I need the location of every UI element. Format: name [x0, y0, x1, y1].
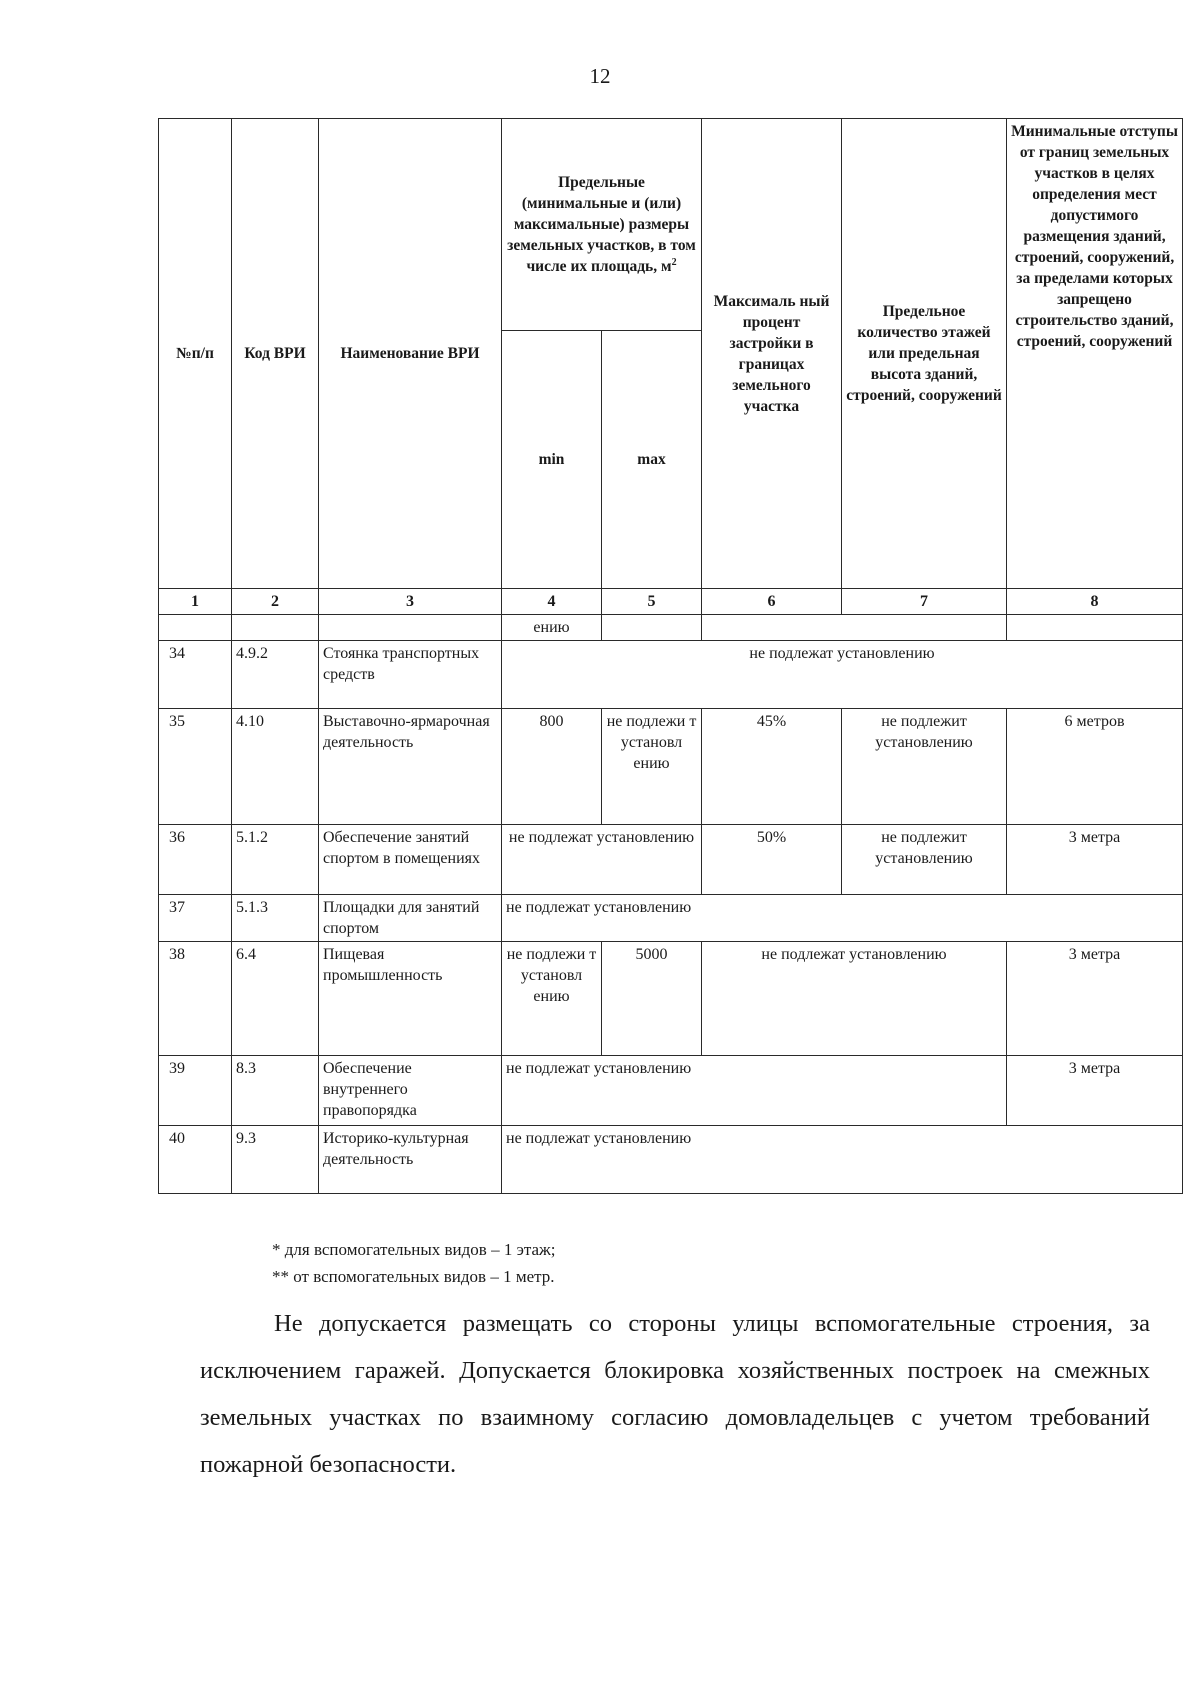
row-code: 8.3: [232, 1056, 319, 1126]
page-number: 12: [589, 64, 611, 88]
column-number: 1: [159, 589, 232, 615]
footnotes: [272, 1236, 556, 1290]
header-setbacks: Минимальные отступы от границ земельных участков в целях определения мест допустимого размещения зданий, строений, сооружений, за пределами которых запрещено строительство зданий, строений, сооружений: [1007, 119, 1183, 589]
body-paragraph: Не допускается размещать со стороны улицы вспомогательные строения, за исключением гаражей. Допускается блокировка хозяйственных построек на смежных земельных участках по взаимному согласию домовладельцев с учетом требований пожарной безопасности.: [200, 1310, 1150, 1478]
table-row: [159, 942, 1183, 1056]
row-name: Стоянка транспортных средств: [319, 641, 502, 709]
header-min: min: [502, 331, 602, 589]
row-merged: не подлежат установлению: [502, 895, 1183, 942]
header-percent: Максималь ный процент застройки в границах земельного участка: [702, 119, 842, 589]
row-name: Обеспечение занятий спортом в помещениях: [319, 825, 502, 895]
row-merged: не подлежат установлению: [502, 1126, 1183, 1194]
row-code: 5.1.3: [232, 895, 319, 942]
row-minmax: не подлежат установлению: [502, 825, 702, 895]
row-num: 36: [159, 825, 232, 895]
table-row: [159, 1056, 1183, 1126]
table-row: [159, 825, 1183, 895]
row-code: 9.3: [232, 1126, 319, 1194]
column-numbers-row: [159, 589, 1183, 615]
row-name: Историко-культурная деятельность: [319, 1126, 502, 1194]
footnote: * для вспомогательных видов – 1 этаж;: [272, 1240, 556, 1259]
table-row: [159, 1126, 1183, 1194]
row-setback: 3 метра: [1007, 1056, 1183, 1126]
row-merged: не подлежат установлению: [502, 1056, 1007, 1126]
row-setback: 3 метра: [1007, 825, 1183, 895]
row-name: Площадки для занятий спортом: [319, 895, 502, 942]
table-row: [159, 895, 1183, 942]
row-min: 800: [502, 709, 602, 825]
row-floors: не подлежит установлению: [842, 825, 1007, 895]
header-sizes: [502, 119, 702, 331]
row-percent: 50%: [702, 825, 842, 895]
column-number: 6: [702, 589, 842, 615]
column-number: 7: [842, 589, 1007, 615]
row-percent: 45%: [702, 709, 842, 825]
row-name: Пищевая промышленность: [319, 942, 502, 1056]
continuation-row: [159, 615, 1183, 641]
row-name: Выставочно-ярмарочная деятельность: [319, 709, 502, 825]
header-sizes-unit: 2: [671, 256, 677, 268]
row-num: 37: [159, 895, 232, 942]
header-num: №п/п: [159, 119, 232, 589]
row-code: 4.9.2: [232, 641, 319, 709]
header-floors: Предельное количество этажей или предельная высота зданий, строений, сооружений: [842, 119, 1007, 589]
row-merged: не подлежат установлению: [702, 942, 1007, 1056]
row-merged: не подлежат установлению: [502, 641, 1183, 709]
table-row: [159, 709, 1183, 825]
continuation-cell: ению: [502, 615, 602, 641]
row-num: 35: [159, 709, 232, 825]
row-num: 38: [159, 942, 232, 1056]
row-floors: не подлежит установлению: [842, 709, 1007, 825]
row-setback: 6 метров: [1007, 709, 1183, 825]
row-setback: 3 метра: [1007, 942, 1183, 1056]
row-max: 5000: [602, 942, 702, 1056]
column-number: 3: [319, 589, 502, 615]
header-name: Наименование ВРИ: [319, 119, 502, 589]
row-code: 4.10: [232, 709, 319, 825]
column-number: 5: [602, 589, 702, 615]
row-name: Обеспечение внутреннего правопорядка: [319, 1056, 502, 1126]
column-number: 4: [502, 589, 602, 615]
header-max: max: [602, 331, 702, 589]
footnote: ** от вспомогательных видов – 1 метр.: [272, 1267, 555, 1286]
column-number: 8: [1007, 589, 1183, 615]
row-num: 34: [159, 641, 232, 709]
row-code: 5.1.2: [232, 825, 319, 895]
row-max: не подлежи т установл ению: [602, 709, 702, 825]
row-num: 39: [159, 1056, 232, 1126]
row-code: 6.4: [232, 942, 319, 1056]
row-num: 40: [159, 1126, 232, 1194]
header-sizes-text: Предельные (минимальные и (или) максимальные) размеры земельных участков, в том числе их площадь, м: [507, 174, 696, 275]
column-number: 2: [232, 589, 319, 615]
header-code: Код ВРИ: [232, 119, 319, 589]
table-row: [159, 641, 1183, 709]
row-min: не подлежи т установл ению: [502, 942, 602, 1056]
land-use-table: [158, 118, 1183, 1194]
